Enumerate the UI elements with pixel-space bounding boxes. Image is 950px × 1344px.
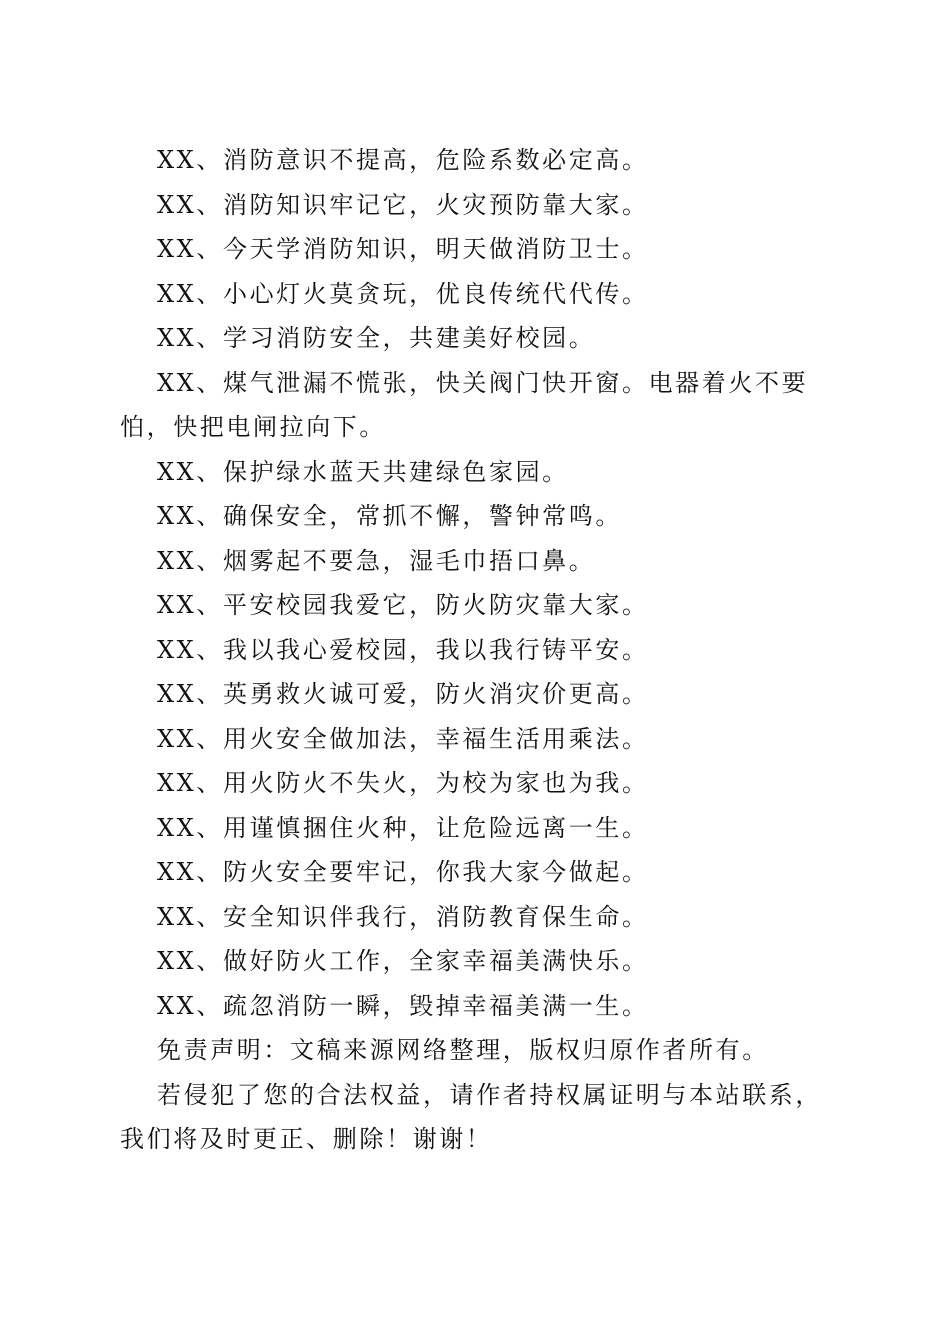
slogan-item: XX、用火防火不失火，为校为家也为我。 (157, 769, 649, 797)
disclaimer-contact: 若侵犯了您的合法权益，请作者持权属证明与本站联系，我们将及时更正、删除！谢谢！ (120, 1080, 822, 1153)
document-body (120, 138, 830, 1162)
slogan-item: XX、消防意识不提高，危险系数必定高。 (157, 146, 649, 174)
slogan-item: XX、煤气泄漏不慌张，快关阀门快开窗。电器着火不要怕，快把电闸拉向下。 (120, 368, 809, 441)
slogan-item: XX、小心灯火莫贪玩，优良传统代代传。 (157, 279, 649, 308)
slogan-item: XX、烟雾起不要急，湿毛巾捂口鼻。 (157, 546, 596, 575)
slogan-item: XX、保护绿水蓝天共建绿色家园。 (157, 457, 569, 486)
slogan-item: XX、用火安全做加法，幸福生活用乘法。 (157, 724, 649, 753)
slogan-item: XX、学习消防安全，共建美好校园。 (157, 324, 596, 352)
slogan-item: XX、用谨慎捆住火种，让危险远离一生。 (157, 813, 649, 842)
slogan-item: XX、防火安全要牢记，你我大家今做起。 (157, 858, 649, 886)
slogan-item: XX、做好防火工作，全家幸福美满快乐。 (157, 947, 649, 975)
disclaimer-line: 免责声明：文稿来源网络整理，版权归原作者所有。 (157, 1036, 769, 1064)
slogan-item: XX、今天学消防知识，明天做消防卫士。 (157, 235, 649, 263)
slogan-item: XX、英勇救火诚可爱，防火消灾价更高。 (157, 680, 649, 708)
slogan-item: XX、平安校园我爱它，防火防灾靠大家。 (157, 591, 649, 619)
slogan-item: XX、消防知识牢记它，火灾预防靠大家。 (157, 190, 649, 219)
slogan-item: XX、安全知识伴我行，消防教育保生命。 (157, 902, 649, 931)
slogan-item: XX、我以我心爱校园，我以我行铸平安。 (157, 635, 649, 664)
slogan-item: XX、确保安全，常抓不懈，警钟常鸣。 (157, 502, 622, 530)
slogan-item: XX、疏忽消防一瞬，毁掉幸福美满一生。 (157, 991, 649, 1020)
